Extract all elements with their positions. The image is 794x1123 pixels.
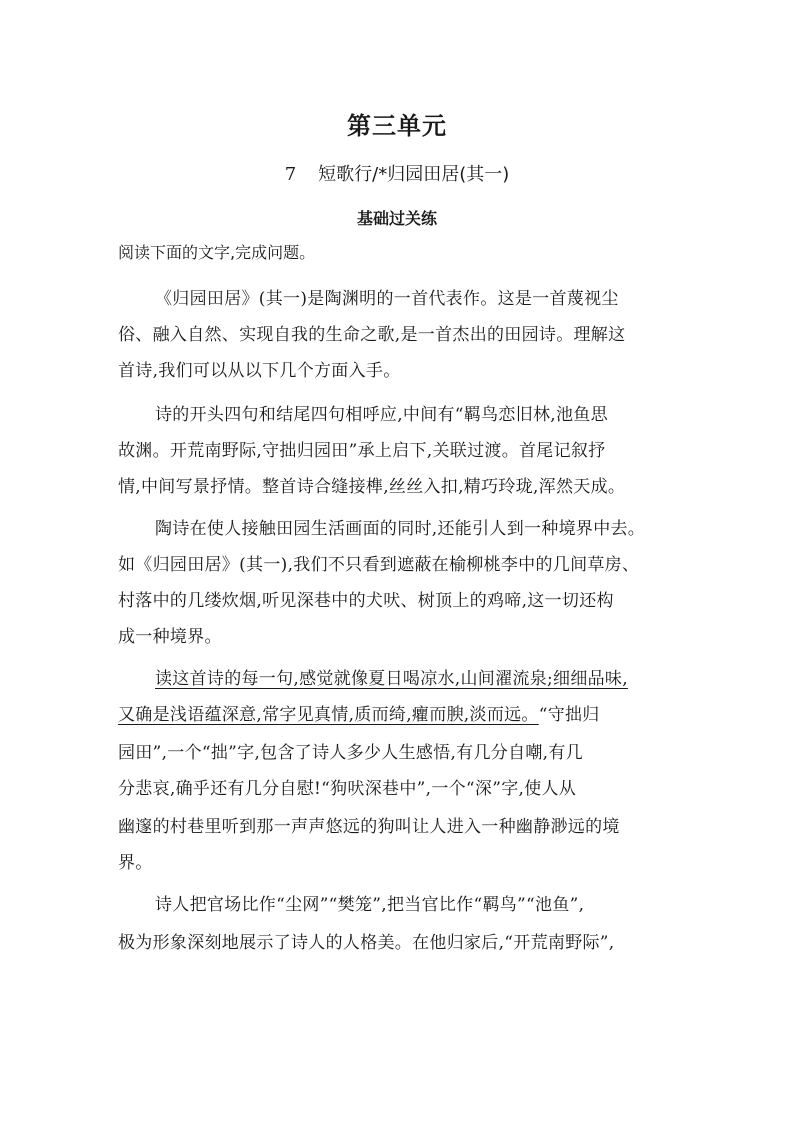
instruction-text: 阅读下面的文字,完成问题。 [118,243,316,262]
paragraph-4-line-3: 园田”,一个“拙”字,包含了诗人多少人生感悟,有几分自嘲,有几 [118,743,583,763]
paragraph-1-line-1: 《归园田居》(其一)是陶渊明的一首代表作。这是一首蔑视尘 [155,289,619,309]
paragraph-4-line-2-rest: “守拙归 [538,705,600,725]
section-title: 基础过关练 [356,209,437,228]
paragraph-4-line-5: 幽邃的村巷里听到那一声声悠远的狗叫让人进入一种幽静渺远的境 [118,817,620,837]
paragraph-4-line-4: 分悲哀,确乎还有几分自慰!“狗吠深巷中”,一个“深”字,使人从 [118,779,577,799]
paragraph-4-line-6: 界。 [118,853,153,873]
underlined-sentence-part-2: 又确是浅语蕴深意,常字见真情,质而绮,癯而腴,淡而远。 [118,705,539,725]
paragraph-2-line-1: 诗的开头四句和结尾四句相呼应,中间有“羁鸟恋旧林,池鱼思 [155,405,608,425]
paragraph-3-line-4: 成一种境界。 [118,627,222,647]
lesson-title-text: 短歌行/*归园田居(其一) [318,164,510,185]
lesson-number: 7 [284,164,297,185]
paragraph-2-line-2: 故渊。开荒南野际,守拙归园田”承上启下,关联过渡。首尾记叙抒 [118,441,606,461]
paragraph-2-line-3: 情,中间写景抒情。整首诗合缝接榫,丝丝入扣,精巧玲珑,浑然天成。 [118,477,626,497]
paragraph-3-line-3: 村落中的几缕炊烟,听见深巷中的犬吠、树顶上的鸡啼,这一切还构 [118,591,614,611]
paragraph-1-line-2: 俗、融入自然、实现自我的生命之歌,是一首杰出的田园诗。理解这 [118,325,626,345]
paragraph-5-line-1: 诗人把官场比作“尘网”“樊笼”,把当官比作“羁鸟”“池鱼”, [155,895,585,915]
lesson-title [0,160,794,186]
paragraph-5-line-2: 极为形象深刻地展示了诗人的人格美。在他归家后,“开荒南野际”, [118,933,615,953]
paragraph-3-line-2: 如《归园田居》(其一),我们不只看到遮蔽在榆柳桃李中的几间草房、 [118,555,640,575]
paragraph-4-line-2 [118,700,600,725]
underlined-sentence-part-1: 读这首诗的每一句,感觉就像夏日喝凉水,山间濯流泉;细细品味, [155,669,628,689]
paragraph-4-line-1 [155,664,628,689]
unit-title: 第三单元 [347,112,447,140]
paragraph-3-line-1: 陶诗在使人接触田园生活画面的同时,还能引人到一种境界中去。 [155,519,646,539]
paragraph-1-line-3: 首诗,我们可以从以下几个方面入手。 [118,361,401,381]
